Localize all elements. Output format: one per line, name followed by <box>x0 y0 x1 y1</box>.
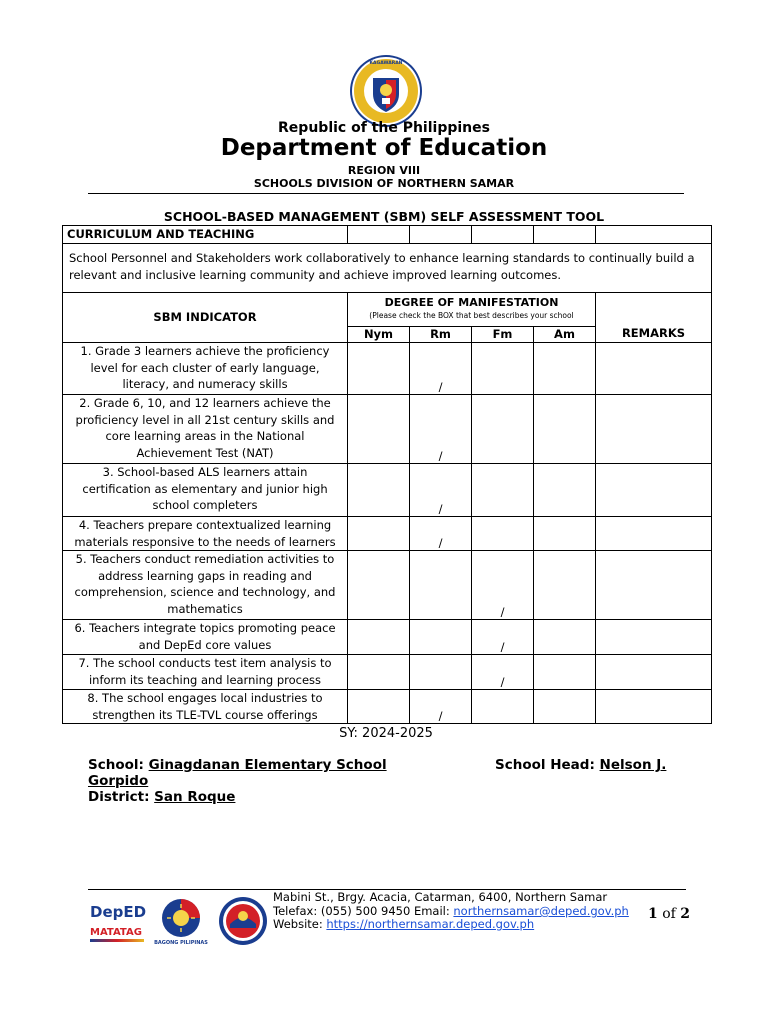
district-value: San Roque <box>154 789 236 805</box>
school-head-value: Nelson J. <box>599 757 667 773</box>
indicator-text: 1. Grade 3 learners achieve the proficiency level for each cluster of early language, literacy, and numeracy skills <box>63 343 348 395</box>
checkbox-fm[interactable] <box>472 343 534 395</box>
checkbox-fm[interactable] <box>472 655 534 690</box>
checkbox-am[interactable] <box>534 517 596 551</box>
indicator-text: 8. The school engages local industries to strengthen its TLE-TVL course offerings <box>63 690 348 724</box>
indicator-row <box>63 551 712 620</box>
checkbox-am[interactable] <box>534 655 596 690</box>
school-line <box>88 757 387 773</box>
matatag-stripe <box>90 939 144 942</box>
checkbox-rm[interactable] <box>410 690 472 724</box>
indicator-row <box>63 464 712 517</box>
indicator-text: 2. Grade 6, 10, and 12 learners achieve the proficiency level in all 21st century skills and core learning areas in the National Achievement Test (NAT) <box>63 395 348 464</box>
checkbox-fm[interactable] <box>472 395 534 464</box>
checkbox-rm[interactable] <box>410 343 472 395</box>
indicator-row <box>63 690 712 724</box>
section-purpose: School Personnel and Stakeholders work collaboratively to enhance learning standards to continually build a relevant and inclusive learning community and achieve improved learning outcomes. <box>63 244 712 293</box>
checkbox-nym[interactable] <box>348 343 410 395</box>
level-am: Am <box>534 327 596 343</box>
header-divider <box>88 193 684 194</box>
check-mark: / <box>500 640 505 654</box>
indicator-row <box>63 517 712 551</box>
degree-title: DEGREE OF MANIFESTATION <box>384 296 559 309</box>
checkbox-am[interactable] <box>534 620 596 655</box>
checkbox-nym[interactable] <box>348 517 410 551</box>
deped-matatag-logo <box>90 903 146 947</box>
matatag-logo-text: MATATAG <box>90 927 142 938</box>
division-heading: SCHOOLS DIVISION OF NORTHERN SAMAR <box>253 177 515 190</box>
region-heading: REGION VIII <box>347 164 421 177</box>
school-label: School: <box>88 757 144 773</box>
checkbox-rm[interactable] <box>410 655 472 690</box>
email-link[interactable]: northernsamar@deped.gov.ph <box>453 904 629 918</box>
remarks-cell[interactable] <box>596 620 712 655</box>
school-head-line <box>495 757 666 773</box>
page-number <box>648 906 690 922</box>
checkbox-rm[interactable] <box>410 517 472 551</box>
checkbox-nym[interactable] <box>348 620 410 655</box>
republic-heading: Republic of the Philippines <box>278 120 490 136</box>
check-mark: / <box>438 380 443 394</box>
remarks-cell[interactable] <box>596 343 712 395</box>
checkbox-rm[interactable] <box>410 464 472 517</box>
section-title: CURRICULUM AND TEACHING <box>63 226 348 244</box>
indicator-text: 5. Teachers conduct remediation activities to address learning gaps in reading and comprehension, science and technology, and mathematics <box>63 551 348 620</box>
checkbox-am[interactable] <box>534 343 596 395</box>
sbm-assessment-table <box>62 225 712 724</box>
indicator-row <box>63 620 712 655</box>
checkbox-am[interactable] <box>534 464 596 517</box>
checkbox-fm[interactable] <box>472 620 534 655</box>
checkbox-fm[interactable] <box>472 464 534 517</box>
department-heading: Department of Education <box>220 135 548 161</box>
indicator-text: 4. Teachers prepare contextualized learning materials responsive to the needs of learners <box>63 517 348 551</box>
remarks-cell[interactable] <box>596 464 712 517</box>
division-seal-icon <box>218 896 268 946</box>
footer-website <box>273 917 534 931</box>
indicator-text: 3. School-based ALS learners attain certification as elementary and junior high school completers <box>63 464 348 517</box>
check-mark: / <box>438 536 443 550</box>
remarks-cell[interactable] <box>596 517 712 551</box>
indicator-column-header: SBM INDICATOR <box>63 293 348 343</box>
indicator-text: 6. Teachers integrate topics promoting peace and DepEd core values <box>63 620 348 655</box>
checkbox-fm[interactable] <box>472 517 534 551</box>
checkbox-fm[interactable] <box>472 551 534 620</box>
tool-title: SCHOOL-BASED MANAGEMENT (SBM) SELF ASSESSMENT TOOL <box>163 209 605 224</box>
indicator-row <box>63 655 712 690</box>
checkbox-nym[interactable] <box>348 395 410 464</box>
level-nym: Nym <box>348 327 410 343</box>
checkbox-rm[interactable] <box>410 395 472 464</box>
deped-logo-text: DepED <box>90 903 147 921</box>
footer-address: Mabini St., Brgy. Acacia, Catarman, 6400, Northern Samar <box>273 890 608 904</box>
footer-telefax <box>273 904 629 918</box>
school-value: Ginagdanan Elementary School <box>148 757 387 773</box>
website-link[interactable]: https://northernsamar.deped.gov.ph <box>326 917 535 931</box>
check-mark: / <box>500 605 505 619</box>
website-label: Website: <box>273 917 327 931</box>
remarks-cell[interactable] <box>596 395 712 464</box>
degree-header <box>348 293 596 327</box>
remarks-cell[interactable] <box>596 551 712 620</box>
school-year: SY: 2024-2025 <box>339 726 433 741</box>
svg-text:KAGAWARAN: KAGAWARAN <box>369 61 403 66</box>
checkbox-nym[interactable] <box>348 464 410 517</box>
bagong-pilipinas-logo-icon <box>156 896 206 946</box>
checkbox-rm[interactable] <box>410 620 472 655</box>
check-mark: / <box>438 449 443 463</box>
indicator-row <box>63 395 712 464</box>
checkbox-fm[interactable] <box>472 690 534 724</box>
checkbox-nym[interactable] <box>348 551 410 620</box>
telefax-label: Telefax: (055) 500 9450 Email: <box>273 904 454 918</box>
indicator-row <box>63 343 712 395</box>
checkbox-nym[interactable] <box>348 690 410 724</box>
page-of: of <box>657 906 681 922</box>
remarks-cell[interactable] <box>596 655 712 690</box>
degree-instruction: (Please check the BOX that best describes your school <box>369 311 574 320</box>
checkbox-am[interactable] <box>534 690 596 724</box>
district-line <box>88 789 235 805</box>
school-head-value-cont: Gorpido <box>88 773 149 789</box>
check-mark: / <box>438 709 443 723</box>
district-label: District: <box>88 789 150 805</box>
deped-seal-icon <box>349 54 423 128</box>
remarks-column-header: REMARKS <box>596 293 712 343</box>
checkbox-rm[interactable] <box>410 551 472 620</box>
page-current: 1 <box>648 906 658 922</box>
checkbox-nym[interactable] <box>348 655 410 690</box>
checkbox-am[interactable] <box>534 551 596 620</box>
school-head-label: School Head: <box>495 757 595 773</box>
bagong-pilipinas-text: BAGONG PILIPINAS <box>154 940 208 946</box>
check-mark: / <box>500 675 505 689</box>
check-mark: / <box>438 502 443 516</box>
level-rm: Rm <box>410 327 472 343</box>
page-total: 2 <box>680 906 691 922</box>
indicator-text: 7. The school conducts test item analysis to inform its teaching and learning process <box>63 655 348 690</box>
checkbox-am[interactable] <box>534 395 596 464</box>
remarks-cell[interactable] <box>596 690 712 724</box>
level-fm: Fm <box>472 327 534 343</box>
